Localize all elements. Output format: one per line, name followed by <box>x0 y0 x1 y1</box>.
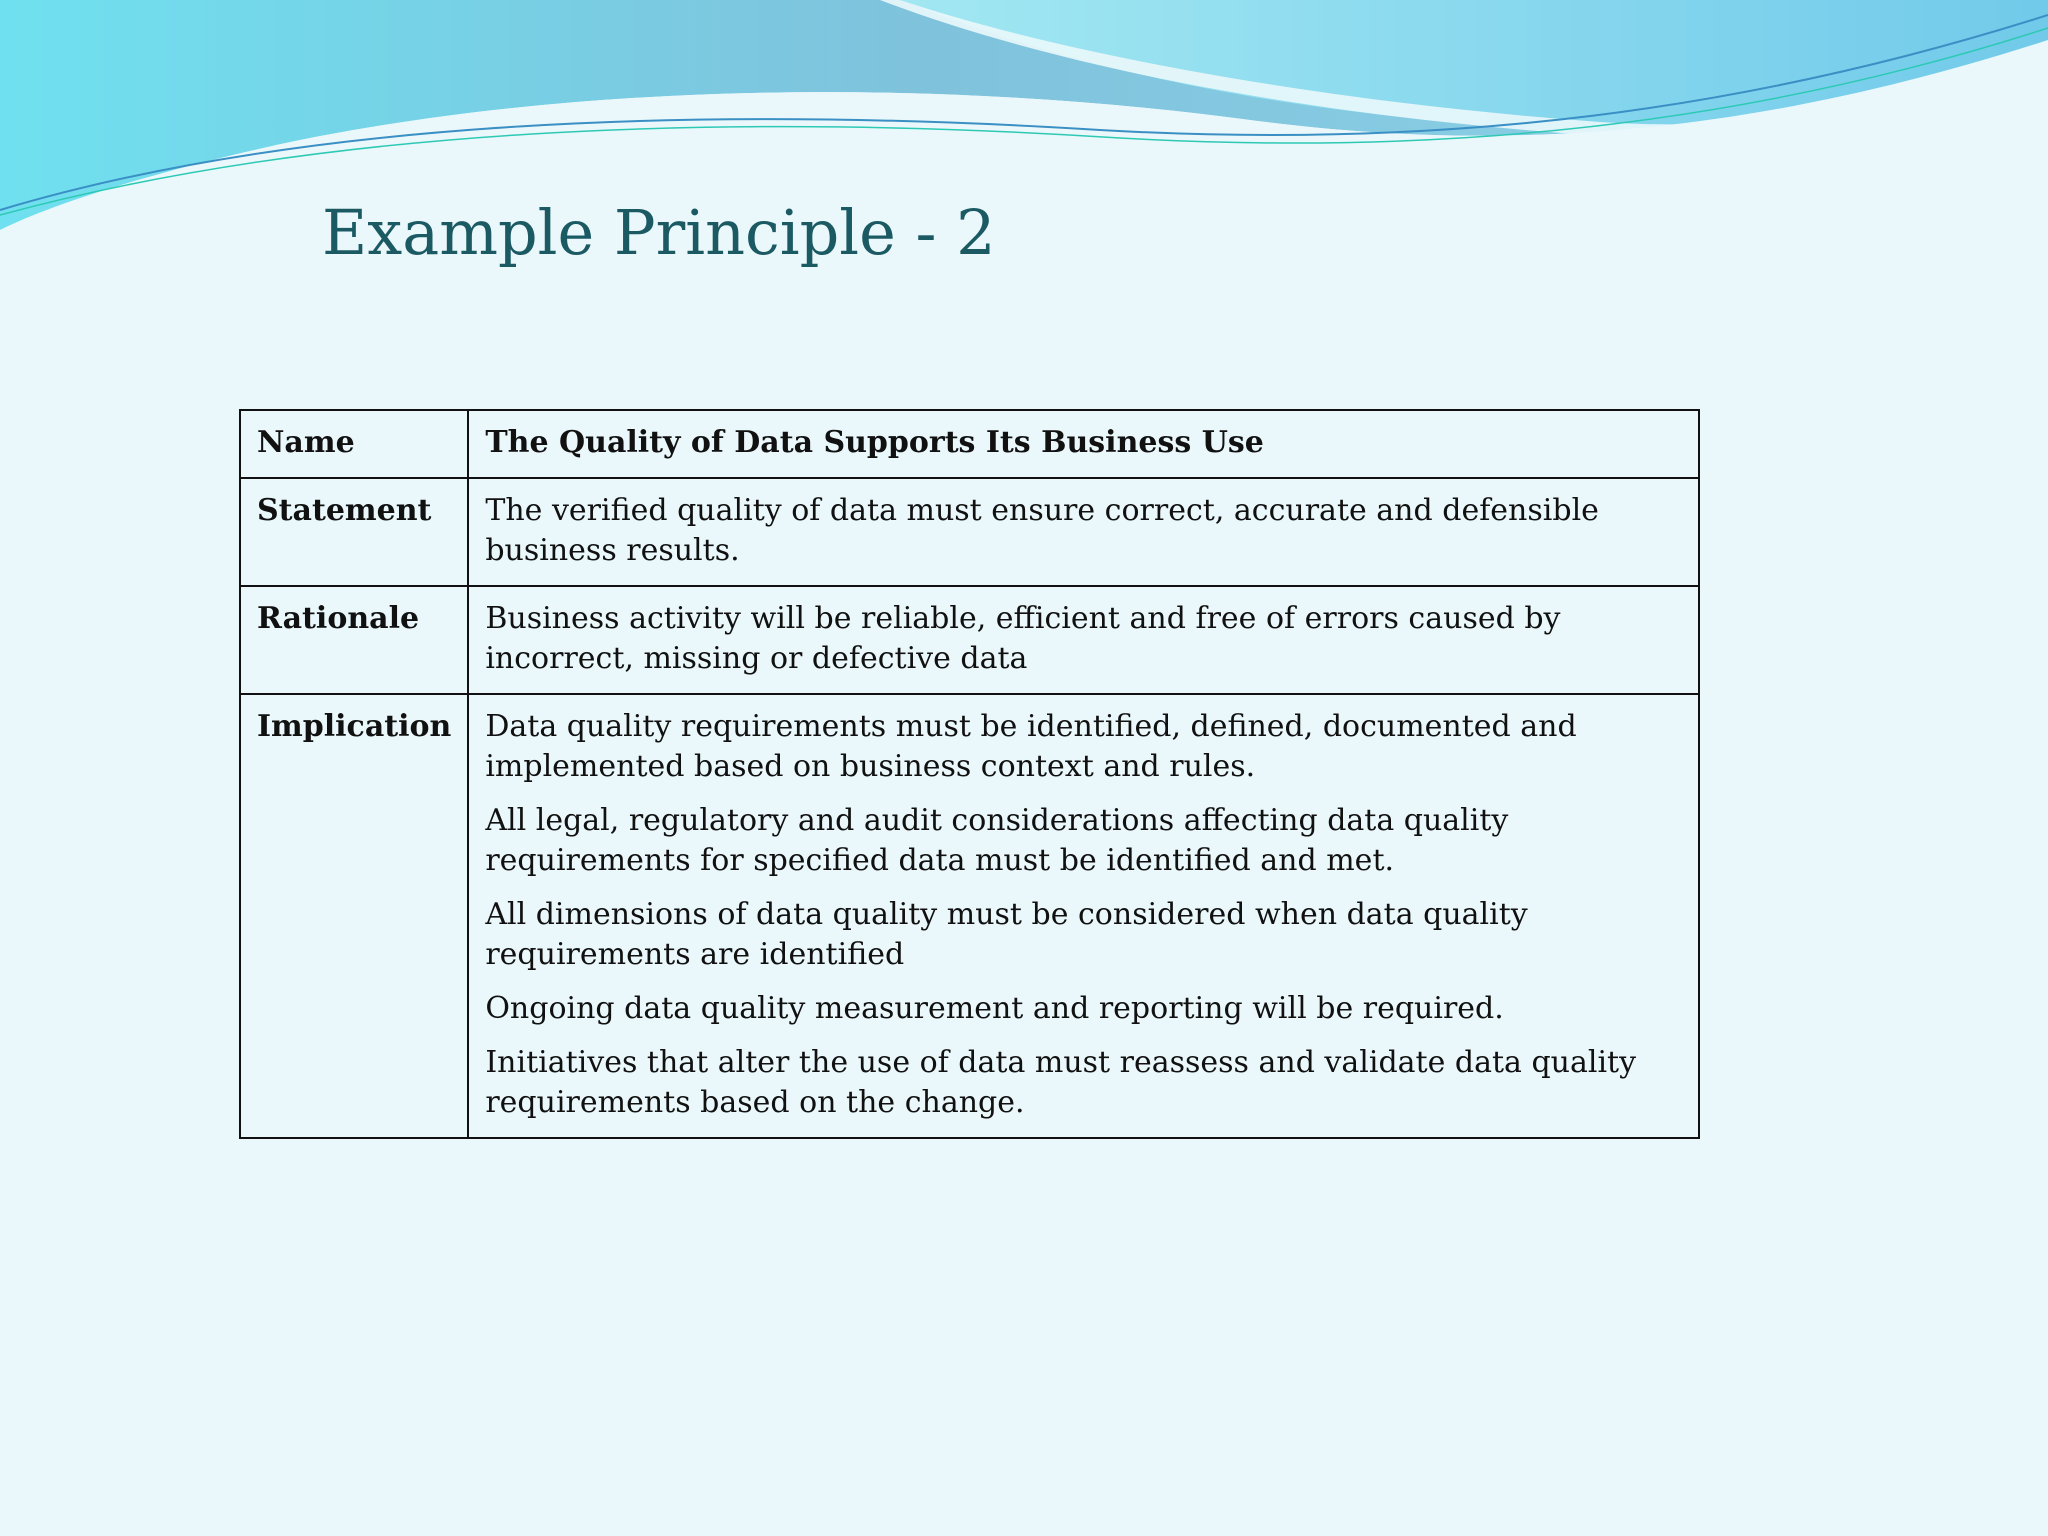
rationale-value: Business activity will be reliable, efficient and free of errors caused by incorrect, missing or defective data <box>468 586 1699 694</box>
name-value: The Quality of Data Supports Its Business Use <box>468 410 1699 478</box>
implication-item: Data quality requirements must be identified, defined, documented and implemented based on business context and rules. <box>485 709 1577 784</box>
implication-label: Implication <box>240 694 468 1138</box>
statement-value: The verified quality of data must ensure correct, accurate and defensible business results. <box>468 478 1699 586</box>
statement-label: Statement <box>240 478 468 586</box>
implication-item: All dimensions of data quality must be considered when data quality requirements are identified <box>485 897 1528 972</box>
implication-item: All legal, regulatory and audit considerations affecting data quality requirements for specified data must be identified and met. <box>485 803 1509 878</box>
slide-title: Example Principle - 2 <box>322 196 996 269</box>
implication-list <box>468 694 1699 1138</box>
implication-item: Initiatives that alter the use of data must reassess and validate data quality requirements based on the change. <box>485 1045 1637 1120</box>
rationale-label: Rationale <box>240 586 468 694</box>
implication-item: Ongoing data quality measurement and reporting will be required. <box>485 991 1504 1026</box>
table-row-statement <box>240 478 1699 586</box>
table-row-rationale <box>240 586 1699 694</box>
header-wave-decoration <box>0 0 2048 260</box>
name-label: Name <box>240 410 468 478</box>
principle-table <box>239 409 1700 1139</box>
table-row-name <box>240 410 1699 478</box>
table-row-implication <box>240 694 1699 1138</box>
